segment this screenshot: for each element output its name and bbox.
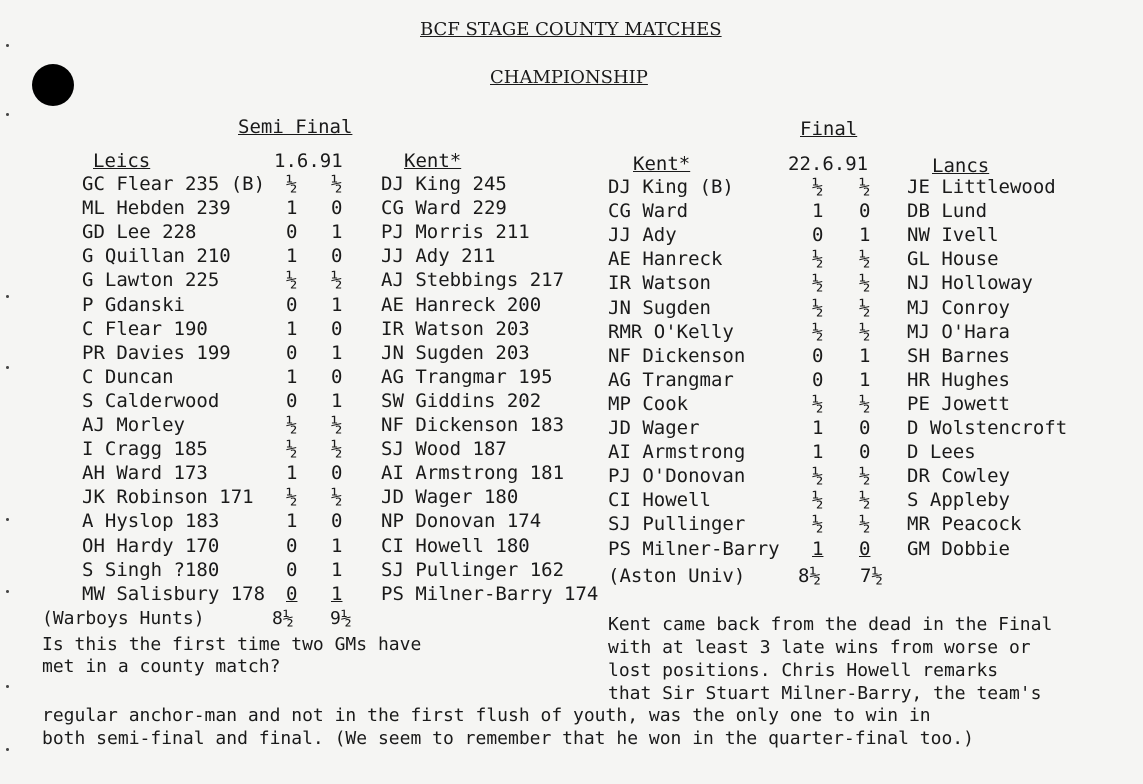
final-score-right: 1 [859, 224, 871, 247]
final-player-name: CG Ward [608, 200, 689, 223]
final-total-left: 8½ [798, 565, 821, 587]
semi-opponent-name: NP Donovan 174 [381, 510, 542, 533]
semi-score-right: ½ [331, 414, 343, 436]
final-opponent-name: MR Peacock [907, 513, 1022, 536]
final-opponent-name: PE Jowett [907, 392, 1010, 415]
margin-dot [6, 518, 9, 521]
page-subtitle: CHAMPIONSHIP [490, 67, 648, 88]
semi-total-right: 9½ [330, 608, 352, 629]
semi-score-left: 0 [286, 389, 298, 412]
semi-player-name: G Lawton 225 [82, 269, 220, 292]
final-score-right: ½ [859, 296, 871, 319]
semi-score-left: ½ [286, 486, 298, 509]
margin-dot [6, 44, 9, 47]
final-player-name: RMR O'Kelly [608, 320, 734, 343]
semi-opponent-name: NF Dickenson 183 [381, 414, 565, 436]
note-right-line: that Sir Stuart Milner-Barry, the team's [608, 683, 1042, 704]
semi-player-name: GC Flear 235 (B) [82, 173, 266, 195]
note-right-line: with at least 3 late wins from worse or [608, 637, 1031, 658]
final-left-team: Kent* [633, 153, 691, 175]
semi-left-team: Leics [93, 150, 151, 172]
final-opponent-name: SH Barnes [907, 344, 1010, 367]
margin-dot [6, 295, 9, 298]
semi-player-name: OH Hardy 170 [82, 534, 220, 557]
final-player-name: JN Sugden [608, 296, 711, 319]
final-opponent-name: HR Hughes [907, 368, 1010, 391]
semi-score-left: 0 [286, 221, 298, 244]
semi-opponent-name: PS Milner-Barry 174 [381, 582, 599, 605]
final-opponent-name: D Wolstencroft [907, 417, 1068, 439]
final-score-left: ½ [812, 248, 824, 271]
semi-score-right: ½ [331, 486, 343, 509]
semi-score-right: 1 [331, 389, 343, 412]
semi-score-right: 0 [331, 462, 343, 485]
semi-opponent-name: CG Ward 229 [381, 197, 507, 220]
semi-score-left: 1 [286, 317, 298, 340]
semi-score-left: 1 [286, 510, 298, 533]
semi-player-name: S Calderwood [82, 389, 220, 412]
semi-player-name: C Duncan [82, 365, 174, 388]
semi-score-right: 1 [331, 293, 343, 316]
semi-score-left: 1 [286, 245, 298, 268]
final-footer-team: (Aston Univ) [608, 565, 746, 587]
semi-final-heading: Semi Final [238, 116, 353, 138]
final-player-name: AI Armstrong [608, 441, 746, 464]
final-player-name: CI Howell [608, 489, 711, 512]
final-score-left: ½ [812, 272, 824, 295]
semi-opponent-name: CI Howell 180 [381, 534, 530, 557]
semi-score-right: 0 [331, 365, 343, 388]
final-opponent-name: JE Littlewood [907, 176, 1056, 198]
semi-opponent-name: DJ King 245 [381, 173, 507, 195]
semi-score-right: ½ [331, 269, 343, 292]
semi-date: 1.6.91 [274, 150, 343, 172]
margin-dot [6, 748, 9, 751]
semi-opponent-name: JN Sugden 203 [381, 341, 530, 364]
semi-player-name: A Hyslop 183 [82, 510, 220, 533]
semi-footer-team: (Warboys Hunts) [42, 608, 205, 629]
final-score-left: ½ [812, 296, 824, 319]
semi-player-name: MW Salisbury 178 [82, 582, 266, 605]
final-player-name: JJ Ady [608, 224, 677, 247]
semi-player-name: C Flear 190 [82, 317, 208, 340]
final-heading: Final [800, 118, 858, 140]
final-opponent-name: GL House [907, 248, 999, 271]
page-title: BCF STAGE COUNTY MATCHES [420, 19, 722, 40]
final-player-name: PJ O'Donovan [608, 465, 746, 488]
final-score-left: ½ [812, 465, 824, 488]
final-score-right: 0 [859, 417, 871, 439]
final-score-left: 1 [812, 417, 824, 439]
semi-score-right: 1 [331, 534, 343, 557]
final-score-left: 1 [812, 537, 824, 560]
semi-score-right: ½ [331, 438, 343, 461]
final-score-right: ½ [859, 272, 871, 295]
note-left-line: Is this the first time two GMs have [42, 634, 422, 655]
semi-score-right: 0 [331, 245, 343, 268]
semi-opponent-name: JJ Ady 211 [381, 245, 496, 268]
punch-hole [32, 64, 74, 106]
semi-player-name: PR Davies 199 [82, 341, 231, 364]
final-score-right: 0 [859, 537, 871, 560]
semi-score-left: ½ [286, 414, 298, 436]
final-opponent-name: NW Ivell [907, 224, 999, 247]
final-score-right: 1 [859, 368, 871, 391]
semi-right-team: Kent* [404, 150, 462, 172]
note-right-line: Kent came back from the dead in the Final [608, 614, 1053, 635]
final-score-left: 0 [812, 344, 824, 367]
semi-opponent-name: PJ Morris 211 [381, 221, 530, 244]
semi-player-name: ML Hebden 239 [82, 197, 231, 220]
final-score-right: ½ [859, 513, 871, 536]
semi-score-left: 0 [286, 341, 298, 364]
semi-score-left: 0 [286, 293, 298, 316]
margin-dot [6, 366, 9, 369]
final-player-name: AE Hanreck [608, 248, 723, 271]
semi-total-left: 8½ [272, 608, 294, 629]
semi-player-name: S Singh ?180 [82, 558, 220, 581]
margin-dot [6, 590, 9, 593]
final-score-left: ½ [812, 489, 824, 512]
semi-score-left: 0 [286, 534, 298, 557]
final-score-left: ½ [812, 513, 824, 536]
final-score-left: 0 [812, 368, 824, 391]
final-opponent-name: NJ Holloway [907, 272, 1033, 295]
final-score-left: ½ [812, 320, 824, 343]
final-player-name: MP Cook [608, 392, 689, 415]
semi-player-name: G Quillan 210 [82, 245, 231, 268]
margin-dot [6, 113, 9, 116]
semi-score-right: 0 [331, 317, 343, 340]
final-score-left: ½ [812, 392, 824, 415]
final-score-right: ½ [859, 176, 871, 198]
final-score-right: 0 [859, 441, 871, 464]
semi-score-left: ½ [286, 438, 298, 461]
semi-score-right: 1 [331, 341, 343, 364]
semi-opponent-name: SW Giddins 202 [381, 389, 542, 412]
final-score-right: ½ [859, 465, 871, 488]
semi-score-left: 0 [286, 582, 298, 605]
semi-score-right: 1 [331, 558, 343, 581]
semi-score-right: 1 [331, 582, 343, 605]
final-score-right: 0 [859, 200, 871, 223]
final-opponent-name: S Appleby [907, 489, 1010, 512]
semi-player-name: I Cragg 185 [82, 438, 208, 461]
final-player-name: PS Milner-Barry [608, 537, 780, 560]
final-player-name: DJ King (B) [608, 176, 734, 198]
semi-opponent-name: SJ Wood 187 [381, 438, 507, 461]
final-score-right: 1 [859, 344, 871, 367]
semi-opponent-name: AI Armstrong 181 [381, 462, 565, 485]
final-score-left: 1 [812, 441, 824, 464]
final-score-right: ½ [859, 320, 871, 343]
final-score-left: 0 [812, 224, 824, 247]
semi-score-right: 1 [331, 221, 343, 244]
margin-dot [6, 685, 9, 688]
final-opponent-name: DB Lund [907, 200, 988, 223]
final-opponent-name: MJ O'Hara [907, 320, 1010, 343]
semi-score-right: 0 [331, 197, 343, 220]
final-score-left: ½ [812, 176, 824, 198]
note-full-line: regular anchor-man and not in the first flush of youth, was the only one to win in [42, 705, 931, 726]
final-right-team: Lancs [932, 155, 990, 177]
final-date: 22.6.91 [788, 153, 869, 175]
final-player-name: JD Wager [608, 417, 700, 439]
semi-opponent-name: AE Hanreck 200 [381, 293, 542, 316]
note-left-line: met in a county match? [42, 656, 281, 677]
semi-score-left: 1 [286, 197, 298, 220]
semi-score-left: ½ [286, 269, 298, 292]
final-opponent-name: D Lees [907, 441, 976, 464]
semi-opponent-name: AG Trangmar 195 [381, 365, 553, 388]
semi-opponent-name: JD Wager 180 [381, 486, 519, 509]
final-player-name: AG Trangmar [608, 368, 734, 391]
note-full-line: both semi-final and final. (We seem to remember that he won in the quarter-final too.) [42, 728, 974, 749]
semi-score-left: 0 [286, 558, 298, 581]
semi-opponent-name: SJ Pullinger 162 [381, 558, 565, 581]
semi-opponent-name: IR Watson 203 [381, 317, 530, 340]
semi-player-name: JK Robinson 171 [82, 486, 254, 509]
semi-score-left: ½ [286, 173, 298, 195]
final-total-right: 7½ [860, 565, 883, 587]
semi-score-left: 1 [286, 365, 298, 388]
final-score-right: ½ [859, 248, 871, 271]
semi-player-name: P Gdanski [82, 293, 185, 316]
semi-score-left: 1 [286, 462, 298, 485]
final-opponent-name: GM Dobbie [907, 537, 1010, 560]
final-player-name: IR Watson [608, 272, 711, 295]
final-player-name: NF Dickenson [608, 344, 746, 367]
final-opponent-name: DR Cowley [907, 465, 1010, 488]
semi-score-right: 0 [331, 510, 343, 533]
note-right-line: lost positions. Chris Howell remarks [608, 660, 999, 681]
semi-player-name: AH Ward 173 [82, 462, 208, 485]
final-opponent-name: MJ Conroy [907, 296, 1010, 319]
semi-player-name: AJ Morley [82, 414, 185, 436]
semi-player-name: GD Lee 228 [82, 221, 197, 244]
semi-opponent-name: AJ Stebbings 217 [381, 269, 565, 292]
final-player-name: SJ Pullinger [608, 513, 746, 536]
final-score-left: 1 [812, 200, 824, 223]
final-score-right: ½ [859, 392, 871, 415]
final-score-right: ½ [859, 489, 871, 512]
semi-score-right: ½ [331, 173, 343, 195]
